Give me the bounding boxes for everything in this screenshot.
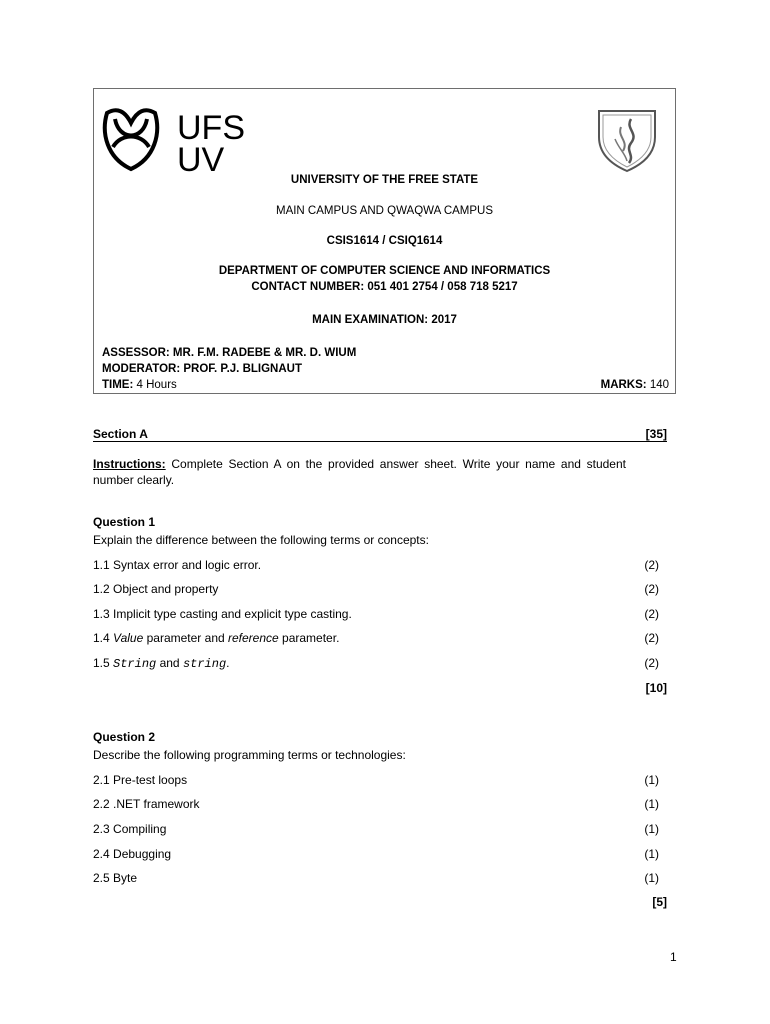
item-number: 2.5 xyxy=(93,871,110,885)
question-item xyxy=(93,631,659,645)
item-number: 2.3 xyxy=(93,822,110,836)
item-mark: (2) xyxy=(644,582,659,596)
item-number: 1.3 xyxy=(93,607,110,621)
item-text: Object and property xyxy=(113,582,219,596)
question-item xyxy=(93,558,659,572)
question-item xyxy=(93,822,659,836)
item-mark: (1) xyxy=(644,847,659,861)
question-2-description: Describe the following programming terms or technologies: xyxy=(93,748,406,762)
question-item xyxy=(93,773,659,787)
item-text-italic: Value xyxy=(113,631,144,645)
ufs-logo xyxy=(99,103,249,175)
exam-title: MAIN EXAMINATION: 2017 xyxy=(312,314,457,326)
question-1-description: Explain the difference between the following terms or concepts: xyxy=(93,533,429,547)
item-number: 2.2 xyxy=(93,797,110,811)
item-mark: (2) xyxy=(644,656,659,670)
question-item xyxy=(93,871,659,885)
question-2-total: [5] xyxy=(652,895,667,909)
item-text: Byte xyxy=(113,871,138,885)
section-heading xyxy=(93,427,667,442)
logo-text-top: UFS xyxy=(177,109,245,147)
item-text: parameter. xyxy=(278,631,340,645)
item-number: 1.2 xyxy=(93,582,110,596)
question-item xyxy=(93,582,659,596)
time-label: TIME: xyxy=(102,379,134,391)
item-mark: (2) xyxy=(644,607,659,621)
assessor-line: ASSESSOR: MR. F.M. RADEBE & MR. D. WIUM xyxy=(102,347,357,359)
marks-value: 140 xyxy=(649,379,669,391)
marks-line xyxy=(601,379,669,391)
item-text: Compiling xyxy=(113,822,167,836)
section-marks: [35] xyxy=(645,427,667,441)
item-number: 1.1 xyxy=(93,558,110,572)
item-text-italic: reference xyxy=(228,631,279,645)
instructions-label: Instructions: xyxy=(93,457,166,471)
time-line xyxy=(102,379,177,391)
item-mark: (2) xyxy=(644,558,659,572)
logo-text-bottom: UV xyxy=(177,141,225,175)
item-text: . xyxy=(226,656,230,670)
university-name: UNIVERSITY OF THE FREE STATE xyxy=(290,174,479,186)
exam-header-box xyxy=(93,88,676,394)
item-text: Pre-test loops xyxy=(113,773,188,787)
item-code: String xyxy=(113,657,157,671)
marks-label: MARKS: xyxy=(600,379,647,391)
item-mark: (1) xyxy=(644,822,659,836)
item-text: .NET framework xyxy=(113,797,200,811)
item-mark: (1) xyxy=(644,871,659,885)
university-crest-icon xyxy=(595,107,659,173)
moderator-line: MODERATOR: PROF. P.J. BLIGNAUT xyxy=(102,363,302,375)
item-text: Syntax error and logic error. xyxy=(113,558,262,572)
item-number: 2.1 xyxy=(93,773,110,787)
item-mark: (2) xyxy=(644,631,659,645)
item-text: Debugging xyxy=(113,847,172,861)
time-value: 4 Hours xyxy=(136,379,177,391)
item-number: 1.4 xyxy=(93,631,110,645)
item-mark: (1) xyxy=(644,797,659,811)
course-codes: CSIS1614 / CSIQ1614 xyxy=(326,235,443,247)
question-item xyxy=(93,847,659,861)
question-item xyxy=(93,607,659,621)
item-code: string xyxy=(182,657,227,671)
item-text: and xyxy=(156,656,183,670)
section-title: Section A xyxy=(93,427,148,441)
campus-line: MAIN CAMPUS AND QWAQWA CAMPUS xyxy=(275,205,494,217)
question-1-title: Question 1 xyxy=(93,515,156,529)
question-1-total: [10] xyxy=(645,681,667,695)
question-item xyxy=(93,797,659,811)
instructions-text: Complete Section A on the provided answer sheet. Write your name and student number clearly. xyxy=(93,457,626,487)
question-2-title: Question 2 xyxy=(93,730,156,744)
item-text: Implicit type casting and explicit type casting. xyxy=(113,607,352,621)
department-name: DEPARTMENT OF COMPUTER SCIENCE AND INFORMATICS xyxy=(218,265,551,277)
item-number: 1.5 xyxy=(93,656,110,670)
contact-number: CONTACT NUMBER: 051 401 2754 / 058 718 5217 xyxy=(251,281,518,293)
page-number: 1 xyxy=(670,950,677,964)
item-number: 2.4 xyxy=(93,847,110,861)
instructions xyxy=(93,456,626,488)
question-item xyxy=(93,656,659,671)
item-text: parameter and xyxy=(143,631,228,645)
item-mark: (1) xyxy=(644,773,659,787)
